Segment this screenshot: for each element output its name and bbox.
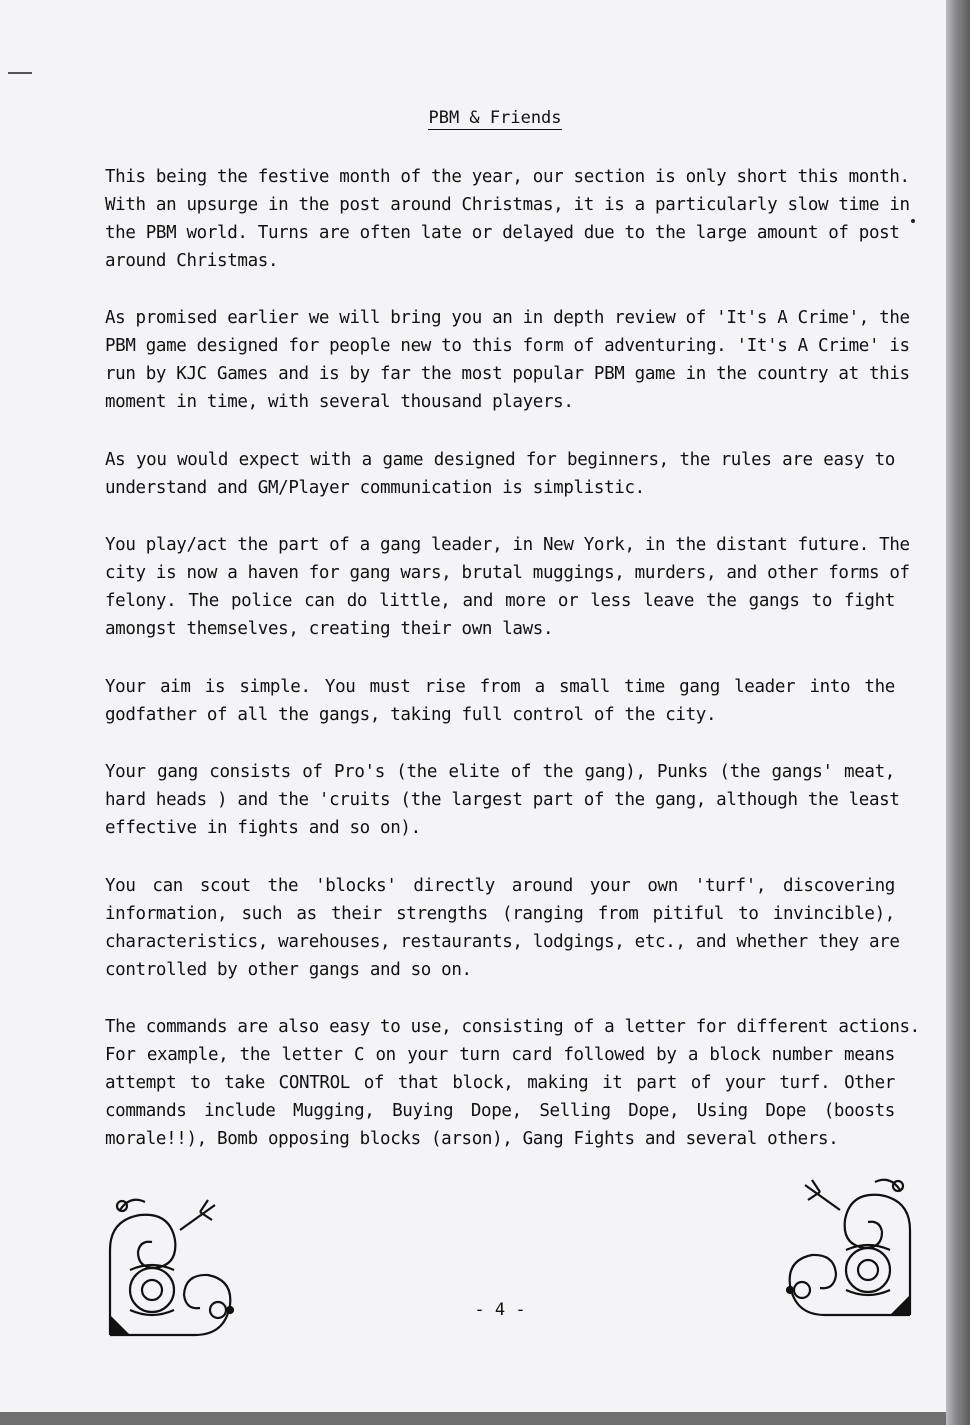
page-header (0, 108, 970, 128)
page-number: - 4 - (474, 1300, 526, 1320)
paragraph (105, 758, 900, 842)
text-line: godfather of all the gangs, taking full control of the city. (105, 705, 717, 725)
binding-edge (946, 0, 970, 1425)
text-line: attempt to take CONTROL of that block, making it part of your turf. Other (105, 1073, 895, 1093)
scan-mark (8, 72, 32, 74)
text-line: hard heads ) and the 'cruits (the largest part of the gang, although the least (105, 790, 900, 810)
paragraph (105, 163, 910, 275)
text-line: commands include Mugging, Buying Dope, Selling Dope, Using Dope (boosts (105, 1101, 895, 1121)
text-line: the PBM world. Turns are often late or delayed due to the large amount of post (105, 223, 900, 243)
paragraph (105, 1013, 920, 1153)
text-line: characteristics, warehouses, restaurants, lodgings, etc., and whether they are (105, 932, 900, 952)
text-line: run by KJC Games and is by far the most popular PBM game in the country at this (105, 364, 910, 384)
text-line: The commands are also easy to use, consisting of a letter for different actions. (105, 1017, 920, 1037)
text-line: PBM game designed for people new to this form of adventuring. 'It's A Crime' is (105, 336, 910, 356)
paragraph (105, 531, 910, 643)
text-line: controlled by other gangs and so on. (105, 960, 472, 980)
text-line: morale!!), Bomb opposing blocks (arson), Gang Fights and several others. (105, 1129, 839, 1149)
text-line: You play/act the part of a gang leader, in New York, in the distant future. The (105, 535, 910, 555)
paragraph (105, 446, 895, 502)
paragraph (105, 872, 900, 984)
text-line: You can scout the 'blocks' directly around your own 'turf', discovering (105, 876, 895, 896)
text-line: understand and GM/Player communication is simplistic. (105, 478, 645, 498)
text-line: city is now a haven for gang wars, brutal muggings, murders, and other forms of (105, 563, 910, 583)
text-line: As you would expect with a game designed for beginners, the rules are easy to (105, 450, 895, 470)
text-line: This being the festive month of the year, our section is only short this month. (105, 167, 910, 187)
text-line: information, such as their strengths (ranging from pitiful to invincible), (105, 904, 895, 924)
text-line: effective in fights and so on). (105, 818, 421, 838)
text-line: With an upsurge in the post around Christmas, it is a particularly slow time in (105, 195, 910, 215)
text-line: felony. The police can do little, and more or less leave the gangs to fight (105, 591, 895, 611)
text-line: around Christmas. (105, 251, 279, 271)
page-title: PBM & Friends (428, 108, 562, 128)
text-line: Your aim is simple. You must rise from a small time gang leader into the (105, 677, 895, 697)
paragraph (105, 673, 895, 729)
text-line: For example, the letter C on your turn card followed by a block number means (105, 1045, 895, 1065)
paragraph (105, 304, 910, 416)
text-line: As promised earlier we will bring you an in depth review of 'It's A Crime', the (105, 308, 910, 328)
text-line: Your gang consists of Pro's (the elite of the gang), Punks (the gangs' meat, (105, 762, 895, 782)
text-line: amongst themselves, creating their own laws. (105, 619, 554, 639)
scan-speck (911, 219, 915, 223)
left-scroll-ornament-icon (100, 1190, 250, 1350)
text-line: moment in time, with several thousand players. (105, 392, 574, 412)
